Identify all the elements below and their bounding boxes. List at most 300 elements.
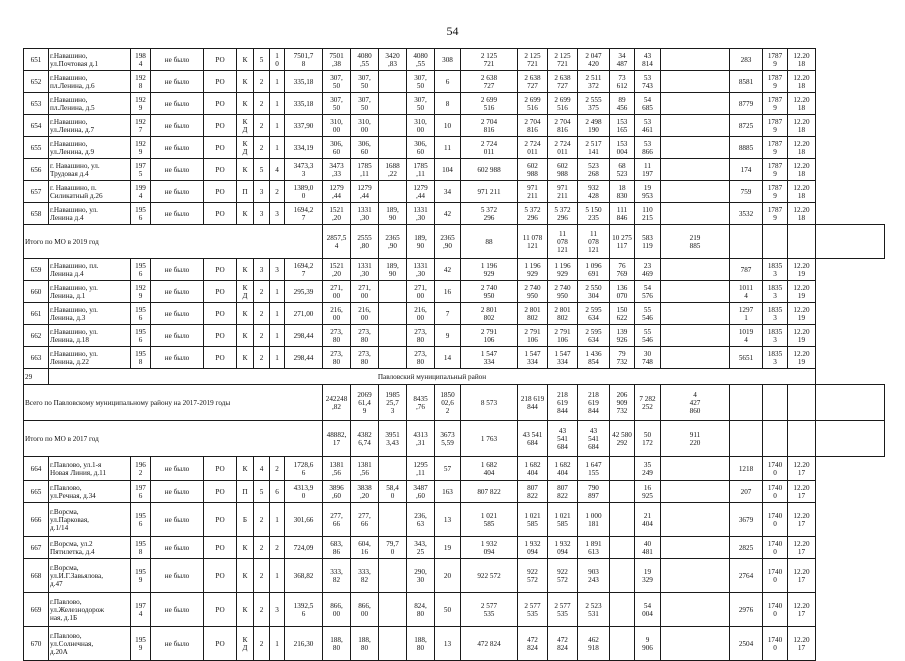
table-row: [24, 559, 885, 593]
table-cell: 43 541 684: [548, 421, 578, 457]
table-cell: [661, 325, 730, 347]
table-cell: 50: [435, 593, 461, 627]
table-cell: [379, 93, 407, 115]
table-cell: К: [237, 71, 254, 93]
table-cell: 273, 80: [323, 325, 351, 347]
table-cell: [788, 225, 816, 259]
table-cell: не было: [151, 503, 204, 537]
table-cell: 1 547 334: [461, 347, 518, 369]
table-cell: К Д: [237, 137, 254, 159]
table-cell: 1835 3: [763, 325, 788, 347]
table-cell: 197 5: [131, 159, 151, 181]
table-cell: 20: [435, 559, 461, 593]
table-cell: г.Навашино, ул. Ленина, д.22: [49, 347, 131, 369]
summary-label: Итого по МО в 2017 год: [24, 421, 323, 457]
table-cell: 1: [270, 559, 285, 593]
table-cell: 3473 ,33: [323, 159, 351, 181]
table-cell: 2 638 727: [548, 71, 578, 93]
table-cell: 1740 0: [763, 481, 788, 503]
table-cell: 12.20 19: [788, 259, 816, 281]
table-cell: 1740 0: [763, 457, 788, 481]
table-row: [24, 49, 885, 71]
table-cell: 10: [435, 115, 461, 137]
table-cell: 2 699 516: [461, 93, 518, 115]
table-cell: 657: [24, 181, 49, 203]
table-cell: 6: [270, 481, 285, 503]
table-cell: [379, 181, 407, 203]
table-cell: 2 595 634: [578, 303, 610, 325]
table-cell: не было: [151, 115, 204, 137]
table-cell: 1: [270, 503, 285, 537]
table-cell: 2 577 535: [518, 593, 548, 627]
table-cell: 2: [254, 347, 270, 369]
table-cell: 7: [435, 303, 461, 325]
table-cell: РО: [204, 347, 237, 369]
table-cell: 932 428: [578, 181, 610, 203]
table-cell: 195 8: [131, 347, 151, 369]
table-cell: 3: [254, 203, 270, 225]
table-cell: 23 469: [635, 259, 661, 281]
table-row: [24, 71, 885, 93]
table-cell: [610, 503, 635, 537]
table-cell: 1835 3: [763, 259, 788, 281]
table-cell: 653: [24, 93, 49, 115]
table-cell: 12.20 18: [788, 115, 816, 137]
table-cell: 9: [435, 325, 461, 347]
table-cell: РО: [204, 537, 237, 559]
table-cell: 76 769: [610, 259, 635, 281]
table-row: [24, 537, 885, 559]
table-cell: не было: [151, 203, 204, 225]
table-cell: 1: [270, 303, 285, 325]
table-row: [24, 325, 885, 347]
table-cell: 48882, 17: [323, 421, 351, 457]
table-cell: 8435 ,76: [407, 385, 435, 421]
table-cell: г.Павлово, ул.1-я Новая Линия, д.11: [49, 457, 131, 481]
table-cell: 3: [270, 203, 285, 225]
table-cell: 6: [435, 71, 461, 93]
table-cell: 199 4: [131, 181, 151, 203]
table-cell: 2: [254, 93, 270, 115]
table-cell: 3838 ,20: [351, 481, 379, 503]
table-cell: К: [237, 347, 254, 369]
table-cell: г.Ворсма, ул.2 Пятилетка, д.4: [49, 537, 131, 559]
table-cell: не было: [151, 457, 204, 481]
table-cell: 1011 4: [730, 281, 763, 303]
table-cell: 1 932 094: [518, 537, 548, 559]
table-cell: 2 125 721: [461, 49, 518, 71]
table-cell: 1 932 094: [461, 537, 518, 559]
table-cell: 11 078 121: [578, 225, 610, 259]
table-cell: 3532: [730, 203, 763, 225]
table-cell: 583 119: [635, 225, 661, 259]
table-cell: 195 6: [131, 303, 151, 325]
table-cell: 1694,2 7: [285, 259, 323, 281]
table-cell: РО: [204, 203, 237, 225]
table-cell: 2365 ,90: [379, 225, 407, 259]
table-cell: 2 740 950: [518, 281, 548, 303]
summary-row: [24, 225, 885, 259]
table-cell: 16 925: [635, 481, 661, 503]
table-cell: 1787 9: [763, 137, 788, 159]
table-cell: не было: [151, 281, 204, 303]
table-cell: 669: [24, 593, 49, 627]
table-cell: 189, 90: [379, 203, 407, 225]
section-number: 29: [24, 369, 49, 385]
table-cell: 195 6: [131, 203, 151, 225]
table-cell: г.Ворсма, ул.И.Г.Завьялова, д.47: [49, 559, 131, 593]
table-cell: 1279 ,44: [351, 181, 379, 203]
table-cell: 5: [254, 481, 270, 503]
table-cell: 664: [24, 457, 49, 481]
table-cell: не было: [151, 303, 204, 325]
table-cell: 1 196 929: [518, 259, 548, 281]
table-cell: [788, 421, 816, 457]
table-cell: 110 215: [635, 203, 661, 225]
table-cell: 188, 80: [323, 627, 351, 661]
table-cell: 1787 9: [763, 203, 788, 225]
table-cell: 654: [24, 115, 49, 137]
table-cell: 1297 1: [730, 303, 763, 325]
table-cell: 8581: [730, 71, 763, 93]
table-cell: 1: [270, 627, 285, 661]
table-cell: 2: [254, 559, 270, 593]
table-cell: не было: [151, 325, 204, 347]
table-cell: 40 481: [635, 537, 661, 559]
table-cell: 1: [270, 115, 285, 137]
capital-repair-register-table: [23, 48, 885, 661]
table-cell: 2: [270, 181, 285, 203]
table-cell: 1 436 854: [578, 347, 610, 369]
table-cell: 2 791 106: [518, 325, 548, 347]
table-cell: 12.20 19: [788, 281, 816, 303]
table-cell: 1740 0: [763, 627, 788, 661]
table-cell: [661, 303, 730, 325]
table-cell: 343, 25: [407, 537, 435, 559]
table-cell: 335,18: [285, 93, 323, 115]
table-cell: 53 743: [635, 71, 661, 93]
table-cell: не было: [151, 93, 204, 115]
table-cell: 43 541 684: [578, 421, 610, 457]
table-cell: 16: [435, 281, 461, 303]
table-cell: 283: [730, 49, 763, 71]
table-cell: не было: [151, 481, 204, 503]
table-cell: 12.20 17: [788, 627, 816, 661]
table-cell: 1 021 585: [518, 503, 548, 537]
table-cell: 1835 3: [763, 347, 788, 369]
table-cell: 651: [24, 49, 49, 71]
table-cell: 2 595 634: [578, 325, 610, 347]
table-cell: 1 096 691: [578, 259, 610, 281]
table-cell: 1787 9: [763, 93, 788, 115]
table-cell: 104: [435, 159, 461, 181]
table-cell: 2: [254, 537, 270, 559]
table-cell: 4: [270, 159, 285, 181]
table-cell: 1787 9: [763, 181, 788, 203]
table-cell: г.Павлово, ул.Солнечная, д.20А: [49, 627, 131, 661]
table-cell: 196 2: [131, 457, 151, 481]
table-cell: 218 619 844: [518, 385, 548, 421]
table-cell: 19 953: [635, 181, 661, 203]
table-cell: 1: [270, 281, 285, 303]
table-cell: 3420 ,83: [379, 49, 407, 71]
table-cell: 306, 60: [351, 137, 379, 159]
table-cell: 192 9: [131, 281, 151, 303]
table-cell: 1787 9: [763, 71, 788, 93]
table-cell: 2: [254, 503, 270, 537]
table-cell: [661, 159, 730, 181]
table-cell: 30 748: [635, 347, 661, 369]
table-cell: 55 546: [635, 303, 661, 325]
table-cell: 307, 50: [323, 71, 351, 93]
table-cell: 4313 ,31: [407, 421, 435, 457]
table-cell: 12.20 18: [788, 159, 816, 181]
table-cell: 1392,5 6: [285, 593, 323, 627]
table-cell: РО: [204, 159, 237, 181]
table-cell: 197 6: [131, 481, 151, 503]
table-cell: 1835 3: [763, 303, 788, 325]
table-cell: 174: [730, 159, 763, 181]
table-cell: 472 824: [461, 627, 518, 661]
table-cell: 1389,0 0: [285, 181, 323, 203]
table-cell: г.Навашино, пл.Ленина, д.6: [49, 71, 131, 93]
table-cell: 2365 ,90: [435, 225, 461, 259]
table-cell: [661, 259, 730, 281]
table-row: [24, 347, 885, 369]
table-cell: 4 427 860: [661, 385, 730, 421]
table-cell: 7501,7 8: [285, 49, 323, 71]
table-row: [24, 627, 885, 661]
table-cell: РО: [204, 181, 237, 203]
table-cell: 807 822: [518, 481, 548, 503]
table-cell: 11 078 121: [548, 225, 578, 259]
table-cell: [661, 481, 730, 503]
table-cell: [379, 559, 407, 593]
table-cell: [661, 537, 730, 559]
table-cell: 665: [24, 481, 49, 503]
table-cell: 1 196 929: [461, 259, 518, 281]
table-cell: [730, 421, 763, 457]
table-cell: 2: [254, 115, 270, 137]
table-cell: 18 830: [610, 181, 635, 203]
table-cell: 7501 ,38: [323, 49, 351, 71]
table-cell: [661, 115, 730, 137]
table-cell: [661, 181, 730, 203]
table-cell: [661, 203, 730, 225]
table-cell: 3487 ,60: [407, 481, 435, 503]
table-cell: РО: [204, 115, 237, 137]
table-cell: [661, 593, 730, 627]
table-cell: 1694,2 7: [285, 203, 323, 225]
table-cell: 1 547 334: [548, 347, 578, 369]
table-cell: 2 047 420: [578, 49, 610, 71]
table-cell: г. Навашино, п. Силикатный д.26: [49, 181, 131, 203]
table-cell: 242248 ,82: [323, 385, 351, 421]
table-cell: 1381 ,56: [323, 457, 351, 481]
table-cell: Б: [237, 503, 254, 537]
summary-label: Итого по МО в 2019 год: [24, 225, 323, 259]
table-cell: [379, 71, 407, 93]
table-cell: 2: [254, 71, 270, 93]
table-cell: 192 9: [131, 137, 151, 159]
table-cell: [661, 559, 730, 593]
table-cell: не было: [151, 181, 204, 203]
table-cell: К: [237, 559, 254, 593]
table-cell: 1521 ,20: [323, 203, 351, 225]
table-cell: 273, 80: [407, 325, 435, 347]
table-cell: 12.20 18: [788, 137, 816, 159]
table-cell: РО: [204, 259, 237, 281]
table-cell: 54 685: [635, 93, 661, 115]
table-cell: не было: [151, 347, 204, 369]
section-row: [24, 369, 885, 385]
table-cell: 12.20 17: [788, 457, 816, 481]
table-cell: 189, 90: [407, 225, 435, 259]
table-cell: [610, 537, 635, 559]
table-cell: 8725: [730, 115, 763, 137]
table-cell: 8: [435, 93, 461, 115]
table-cell: 89 456: [610, 93, 635, 115]
table-cell: 368,82: [285, 559, 323, 593]
table-cell: 12.20 18: [788, 49, 816, 71]
table-cell: 73 612: [610, 71, 635, 93]
table-cell: 188, 80: [351, 627, 379, 661]
table-cell: 602 988: [518, 159, 548, 181]
table-cell: [661, 627, 730, 661]
table-cell: [730, 385, 763, 421]
table-cell: г.Павлово, ул.Железнодорож ная, д.1Б: [49, 593, 131, 627]
table-cell: [661, 281, 730, 303]
table-row: [24, 159, 885, 181]
table-cell: 1 682 404: [518, 457, 548, 481]
table-cell: 8779: [730, 93, 763, 115]
table-cell: 1 647 155: [578, 457, 610, 481]
table-cell: 163: [435, 481, 461, 503]
table-cell: 1785 ,11: [407, 159, 435, 181]
table-cell: 310, 00: [407, 115, 435, 137]
table-cell: 1019 4: [730, 325, 763, 347]
table-cell: [379, 137, 407, 159]
table-cell: 683, 86: [323, 537, 351, 559]
table-cell: 2857,5 4: [323, 225, 351, 259]
table-cell: 1740 0: [763, 503, 788, 537]
table-cell: 1 682 404: [461, 457, 518, 481]
table-cell: 2555 ,80: [351, 225, 379, 259]
table-cell: 2: [254, 281, 270, 303]
table-cell: 216, 00: [407, 303, 435, 325]
table-cell: 12.20 18: [788, 203, 816, 225]
table-cell: 666: [24, 503, 49, 537]
table-cell: 79 732: [610, 347, 635, 369]
table-cell: 655: [24, 137, 49, 159]
table-cell: 188, 80: [407, 627, 435, 661]
table-cell: 922 572: [548, 559, 578, 593]
table-cell: 523 268: [578, 159, 610, 181]
table-cell: 472 824: [548, 627, 578, 661]
table-cell: г.Навашино, ул. Ленина, д.1: [49, 281, 131, 303]
table-cell: 88: [461, 225, 518, 259]
table-cell: 2825: [730, 537, 763, 559]
table-cell: 1985 25,7 3: [379, 385, 407, 421]
table-cell: [610, 627, 635, 661]
table-cell: 2 801 802: [548, 303, 578, 325]
table-cell: 667: [24, 537, 49, 559]
table-cell: 790 897: [578, 481, 610, 503]
table-cell: 3: [270, 593, 285, 627]
table-cell: 195 6: [131, 325, 151, 347]
table-cell: 43 814: [635, 49, 661, 71]
table-cell: г.Ворсма, ул.Парковая, д.1/14: [49, 503, 131, 537]
table-cell: К: [237, 303, 254, 325]
table-cell: 1331 ,30: [407, 259, 435, 281]
table-cell: 2 555 375: [578, 93, 610, 115]
table-cell: 2: [254, 627, 270, 661]
table-row: [24, 503, 885, 537]
table-cell: 658: [24, 203, 49, 225]
table-cell: [661, 347, 730, 369]
table-cell: 4382 6,74: [351, 421, 379, 457]
table-cell: 4313,9 0: [285, 481, 323, 503]
table-cell: 2504: [730, 627, 763, 661]
table-cell: 2 517 141: [578, 137, 610, 159]
table-cell: 1787 9: [763, 115, 788, 137]
table-cell: 11 078 121: [518, 225, 548, 259]
table-cell: 298,44: [285, 325, 323, 347]
table-cell: 195 9: [131, 627, 151, 661]
table-cell: 12.20 18: [788, 93, 816, 115]
table-cell: РО: [204, 49, 237, 71]
table-cell: 2: [254, 593, 270, 627]
table-cell: РО: [204, 93, 237, 115]
table-cell: 192 8: [131, 71, 151, 93]
table-cell: 68 523: [610, 159, 635, 181]
table-cell: [610, 457, 635, 481]
table-cell: 277, 66: [323, 503, 351, 537]
table-cell: 195 6: [131, 259, 151, 281]
table-cell: 53 461: [635, 115, 661, 137]
table-row: [24, 259, 885, 281]
table-cell: 2: [270, 537, 285, 559]
table-cell: 602 988: [461, 159, 518, 181]
table-cell: 290, 30: [407, 559, 435, 593]
table-cell: 19 329: [635, 559, 661, 593]
table-cell: 308: [435, 49, 461, 71]
table-cell: 1 682 404: [548, 457, 578, 481]
table-cell: [763, 225, 788, 259]
table-cell: 1787 9: [763, 49, 788, 71]
table-cell: 195 8: [131, 537, 151, 559]
table-cell: 3951 3,43: [379, 421, 407, 457]
table-cell: 42: [435, 203, 461, 225]
table-cell: 911 220: [661, 421, 730, 457]
table-cell: 307, 50: [323, 93, 351, 115]
table-cell: 10 275 117: [610, 225, 635, 259]
table-cell: не было: [151, 159, 204, 181]
table-cell: 602 988: [548, 159, 578, 181]
table-cell: [661, 71, 730, 93]
table-cell: 273, 80: [407, 347, 435, 369]
table-cell: 1850 02,6 2: [435, 385, 461, 421]
table-cell: 9 906: [635, 627, 661, 661]
table-cell: 1521 ,20: [323, 259, 351, 281]
table-cell: 277, 66: [351, 503, 379, 537]
table-cell: 273, 80: [323, 347, 351, 369]
table-cell: 2 511 372: [578, 71, 610, 93]
table-cell: 306, 60: [323, 137, 351, 159]
table-cell: 216, 00: [323, 303, 351, 325]
table-row: [24, 593, 885, 627]
table-cell: 57: [435, 457, 461, 481]
